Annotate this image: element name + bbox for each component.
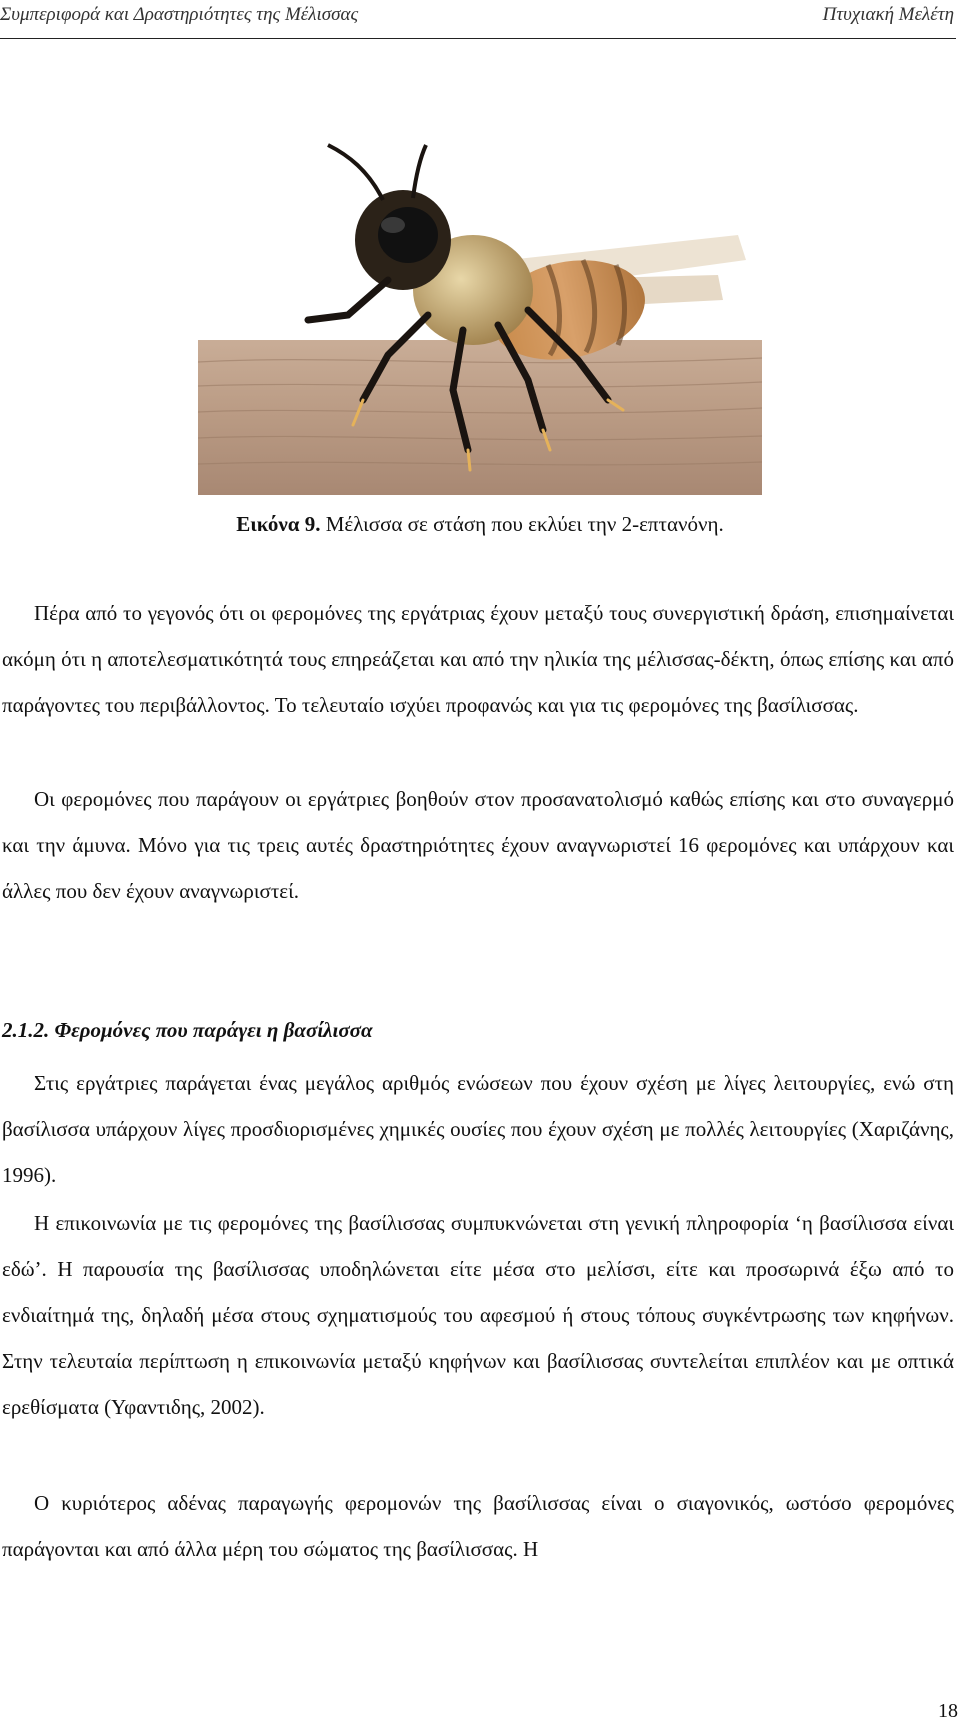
bee-photo (198, 140, 762, 495)
paragraph-2: Οι φερομόνες που παράγουν οι εργάτριες βοηθούν στον προσανατολισμό καθώς επίσης και στο συναγερμό και την άμυνα. Μόνο για τις τρεις αυτές δραστηριότητες έχουν αναγνωριστεί 16 φερομόνες και υπάρχουν και άλλες που δεν έχουν αναγνωριστεί. (2, 787, 954, 903)
page-number: 18 (938, 1700, 958, 1722)
figure-caption-text: Μέλισσα σε στάση που εκλύει την 2-επτανόνη. (320, 512, 724, 536)
paragraph-4: Η επικοινωνία με τις φερομόνες της βασίλισσας συμπυκνώνεται στη γενική πληροφορία ‘η βασίλισσα είναι εδώ’. Η παρουσία της βασίλισσας υποδηλώνεται είτε μέσα στο μελίσσι, είτε και προσωρινά έξω από το ενδιαίτημά της, δηλαδή μέσα στους σχηματισμούς του αφεσμού ή στους τόπους συγκέντρωσης των κηφήνων. Στην τελευταία περίπτωση η επικοινωνία μεταξύ κηφήνων και βασίλισσας συντελείται επιπλέον και με οπτικά ερεθίσματα (Υφαντιδης, 2002). (2, 1211, 954, 1419)
paragraph-5: Ο κυριότερος αδένας παραγωγής φερομονών της βασίλισσας είναι ο σιαγονικός, ωστόσο φερομόνες παράγονται και από άλλα μέρη του σώματος της βασίλισσας. Η (2, 1491, 954, 1561)
header-title: Συμπεριφορά και Δραστηριότητες της Μέλισσας (0, 4, 359, 25)
header-thesis-label: Πτυχιακή Μελέτη (822, 4, 954, 25)
running-header (0, 0, 956, 39)
figure-label: Εικόνα 9. (236, 512, 321, 536)
figure-caption (0, 512, 960, 537)
paragraph-3: Στις εργάτριες παράγεται ένας μεγάλος αριθμός ενώσεων που έχουν σχέση με λίγες λειτουργίες, ενώ στη βασίλισσα υπάρχουν λίγες προσδιορισμένες χημικές ουσίες που έχουν σχέση με πολλές λειτουργίες (Χαριζάνης, 1996). (2, 1071, 954, 1187)
section-heading: 2.1.2. Φερομόνες που παράγει η βασίλισσα (2, 1018, 373, 1042)
paragraph-1: Πέρα από το γεγονός ότι οι φερομόνες της εργάτριας έχουν μεταξύ τους συνεργιστική δράση, επισημαίνεται ακόμη ότι η αποτελεσματικότητά τους επηρεάζεται και από την ηλικία της μέλισσας-δέκτη, όπως επίσης και από παράγοντες του περιβάλλοντος. Το τελευταίο ισχύει προφανώς και για τις φερομόνες της βασίλισσας. (2, 601, 954, 717)
